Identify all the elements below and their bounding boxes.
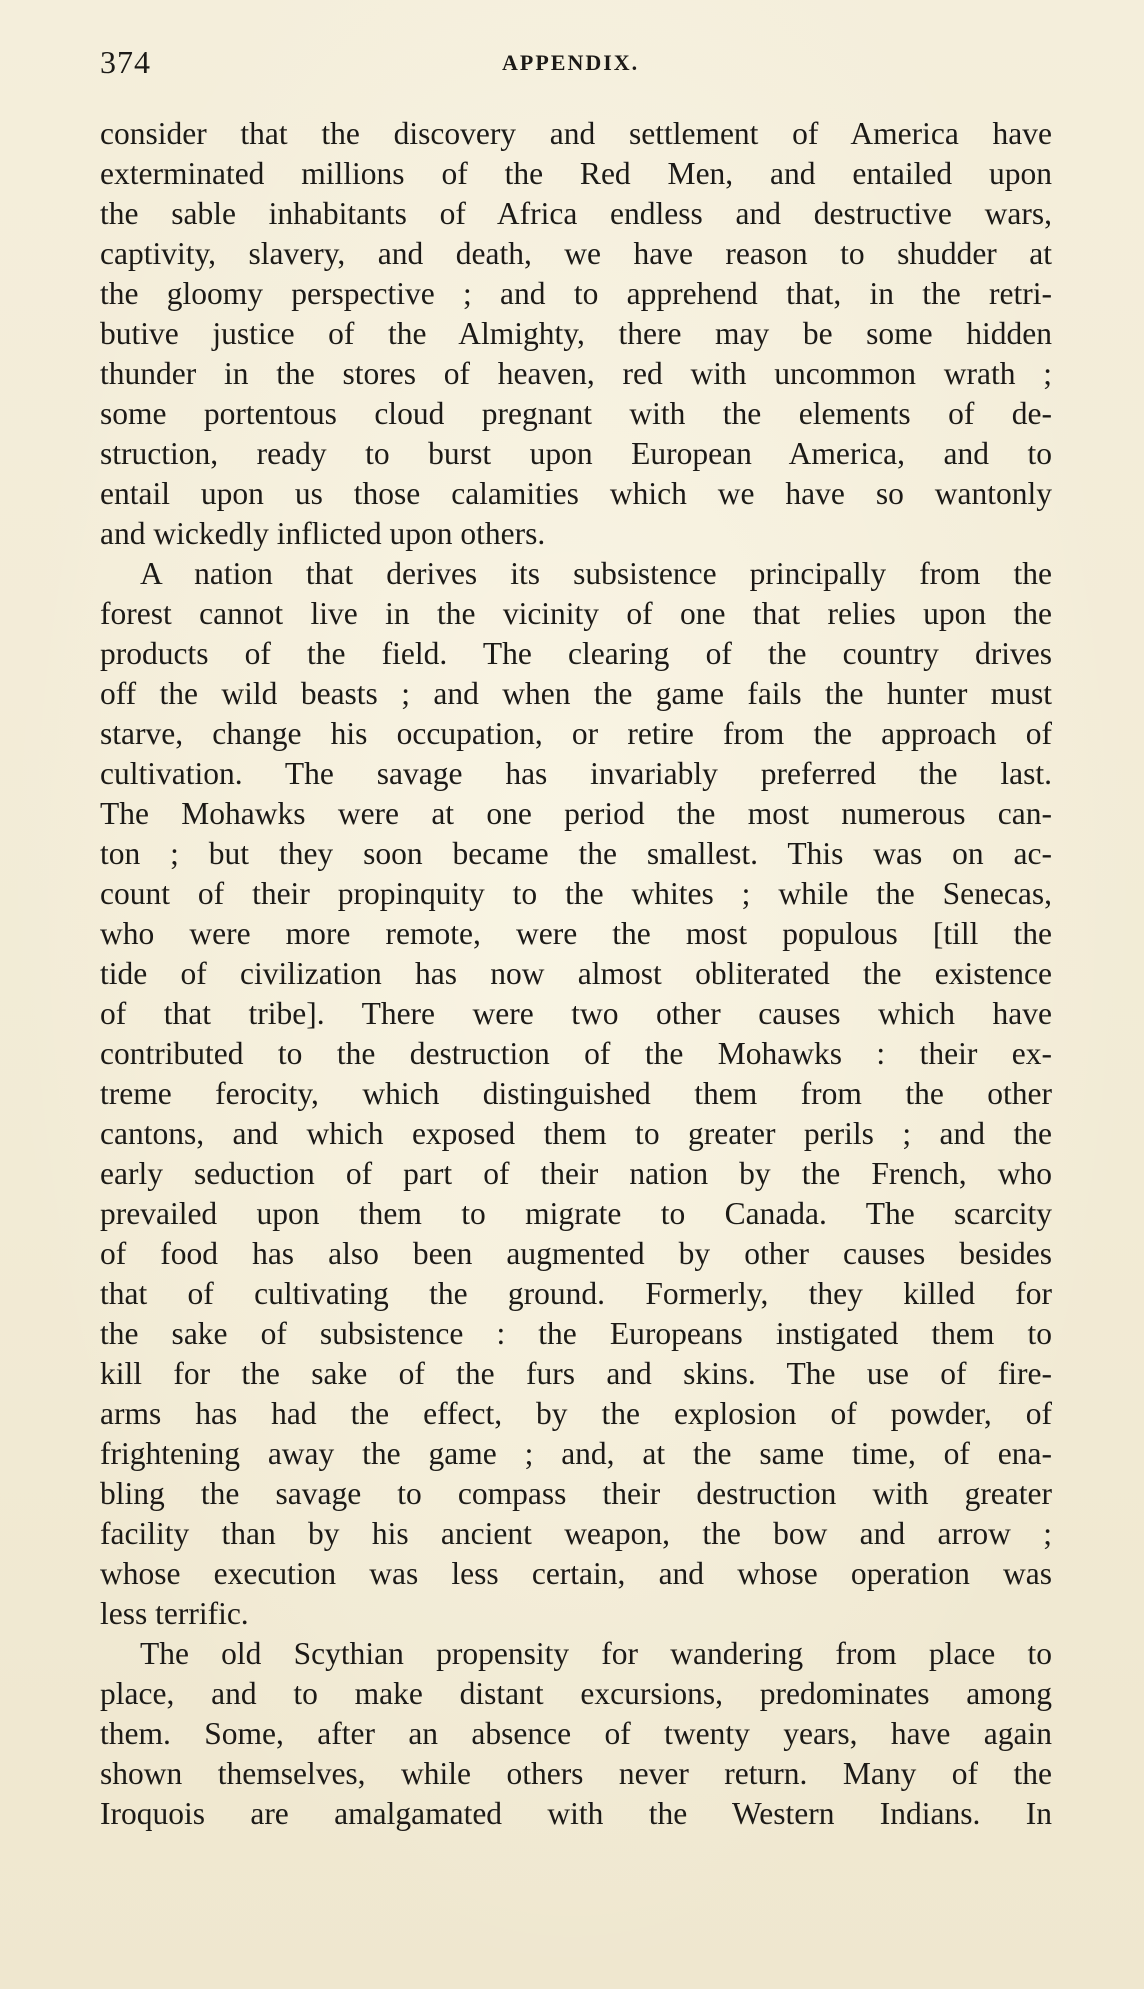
text-line: place, and to make distant excursions, predominates among <box>100 1676 1052 1711</box>
body-text <box>100 114 1052 1834</box>
text-line: less terrific. <box>100 1596 249 1631</box>
running-head <box>100 44 1050 84</box>
text-line: consider that the discovery and settlement of America have <box>100 116 1052 151</box>
text-line: exterminated millions of the Red Men, and entailed upon <box>100 156 1052 191</box>
text-line: cantons, and which exposed them to greater perils ; and the <box>100 1116 1052 1151</box>
paragraph <box>100 114 1052 554</box>
text-line: kill for the sake of the furs and skins. The use of fire- <box>100 1356 1052 1391</box>
text-line: them. Some, after an absence of twenty years, have again <box>100 1716 1052 1751</box>
text-line: the sable inhabitants of Africa endless and destructive wars, <box>100 196 1052 231</box>
text-line: facility than by his ancient weapon, the bow and arrow ; <box>100 1516 1052 1551</box>
text-line: shown themselves, while others never return. Many of the <box>100 1756 1052 1791</box>
paragraph <box>100 1634 1052 1834</box>
paragraph <box>100 554 1052 1634</box>
text-line: prevailed upon them to migrate to Canada. The scarcity <box>100 1196 1052 1231</box>
text-line: captivity, slavery, and death, we have reason to shudder at <box>100 236 1052 271</box>
text-line: cultivation. The savage has invariably preferred the last. <box>100 756 1052 791</box>
text-line: the sake of subsistence : the Europeans instigated them to <box>100 1316 1052 1351</box>
text-line: treme ferocity, which distinguished them from the other <box>100 1076 1052 1111</box>
text-line: contributed to the destruction of the Mohawks : their ex- <box>100 1036 1052 1071</box>
text-line: of that tribe]. There were two other causes which have <box>100 996 1052 1031</box>
page-number: 374 <box>100 44 151 80</box>
text-line: entail upon us those calamities which we have so wantonly <box>100 476 1052 511</box>
text-line: the gloomy perspective ; and to apprehend that, in the retri- <box>100 276 1052 311</box>
text-line: Iroquois are amalgamated with the Western Indians. In <box>100 1796 1052 1831</box>
text-line: some portentous cloud pregnant with the elements of de- <box>100 396 1052 431</box>
text-line: tide of civilization has now almost obliterated the existence <box>100 956 1052 991</box>
text-line: arms has had the effect, by the explosion of powder, of <box>100 1396 1052 1431</box>
text-line: starve, change his occupation, or retire from the approach of <box>100 716 1052 751</box>
text-line: of food has also been augmented by other causes besides <box>100 1236 1052 1271</box>
text-line: forest cannot live in the vicinity of one that relies upon the <box>100 596 1052 631</box>
text-line: struction, ready to burst upon European America, and to <box>100 436 1052 471</box>
text-line: that of cultivating the ground. Formerly, they killed for <box>100 1276 1052 1311</box>
text-line: products of the field. The clearing of the country drives <box>100 636 1052 671</box>
text-line: The old Scythian propensity for wandering from place to <box>140 1636 1052 1671</box>
text-line: off the wild beasts ; and when the game fails the hunter must <box>100 676 1052 711</box>
text-line: and wickedly inflicted upon others. <box>100 516 546 551</box>
text-line: frightening away the game ; and, at the same time, of ena- <box>100 1436 1052 1471</box>
text-line: thunder in the stores of heaven, red with uncommon wrath ; <box>100 356 1052 391</box>
text-line: who were more remote, were the most populous [till the <box>100 916 1052 951</box>
text-line: ton ; but they soon became the smallest. This was on ac- <box>100 836 1052 871</box>
text-line: butive justice of the Almighty, there may be some hidden <box>100 316 1052 351</box>
running-title: APPENDIX. <box>502 50 640 75</box>
text-line: count of their propinquity to the whites ; while the Senecas, <box>100 876 1052 911</box>
text-line: whose execution was less certain, and whose operation was <box>100 1556 1052 1591</box>
text-line: early seduction of part of their nation by the French, who <box>100 1156 1052 1191</box>
text-line: A nation that derives its subsistence principally from the <box>140 556 1052 591</box>
text-line: The Mohawks were at one period the most numerous can- <box>100 796 1052 831</box>
text-line: bling the savage to compass their destruction with greater <box>100 1476 1052 1511</box>
